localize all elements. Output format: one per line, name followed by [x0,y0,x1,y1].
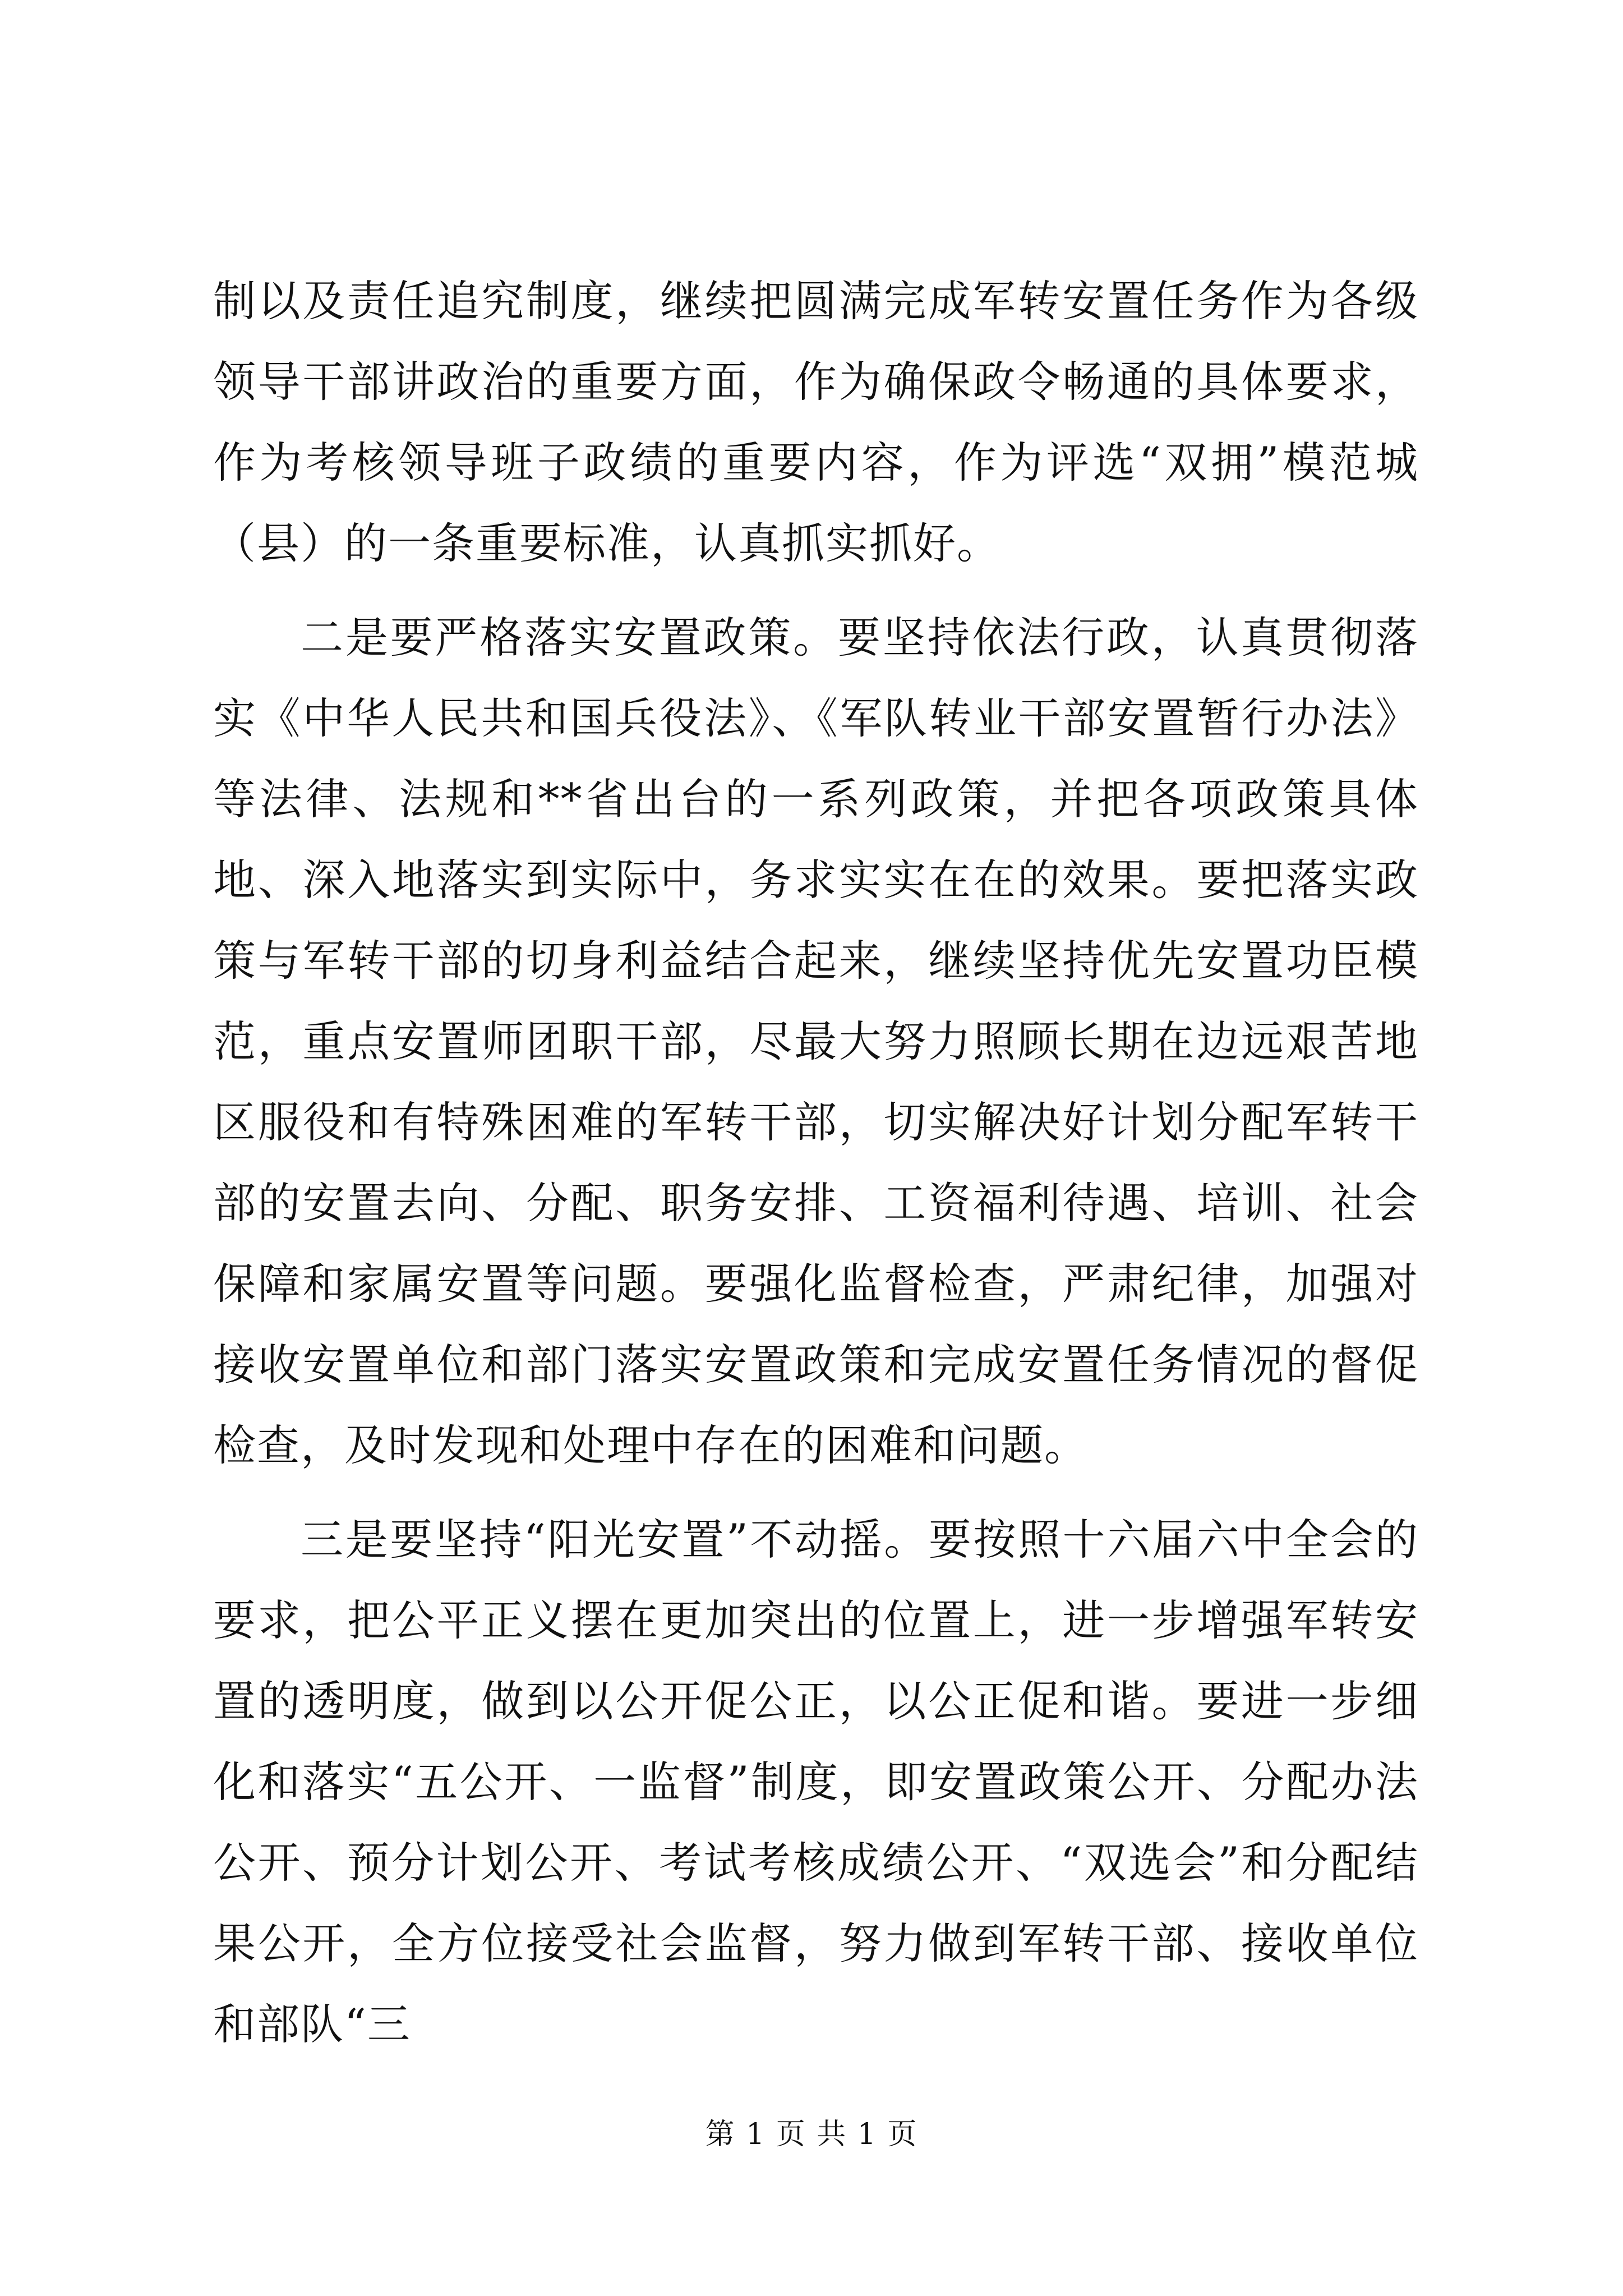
document-body [213,261,1419,2078]
page-footer: 第 1 页 共 1 页 [705,2118,918,2151]
paragraph-sunshine-placement: 三是要坚持“阳光安置”不动摇。要按照十六届六中全会的要求，把公平正义摆在更加突出的位置上，进一步增强军转安置的透明度，做到以公开促公正，以公正促和谐。要进一步细化和落实“五公开、一监督”制度，即安置政策公开、分配办法公开、预分计划公开、考试考核成绩公开、“双选会”和分配结果公开，全方位接受社会监督，努力做到军转干部、接收单位和部队“三 [213,1515,1419,2049]
paragraph-policy-implementation: 二是要严格落实安置政策。要坚持依法行政，认真贯彻落实《中华人民共和国兵役法》、《军队转业干部安置暂行办法》等法律、法规和**省出台的一系列政策，并把各项政策具体地、深入地落实到实际中，务求实实在在的效果。要把落实政策与军转干部的切身利益结合起来，继续坚持优先安置功臣模范，重点安置师团职干部，尽最大努力照顾长期在边远艰苦地区服役和有特殊困难的军转干部，切实解决好计划分配军转干部的安置去向、分配、职务安排、工资福利待遇、培训、社会保障和家属安置等问题。要强化监督检查，严肃纪律，加强对接收安置单位和部门落实安置政策和完成安置任务情况的督促检查，及时发现和处理中存在的困难和问题。 [213,613,1419,1470]
paragraph-continuation: 制以及责任追究制度，继续把圆满完成军转安置任务作为各级领导干部讲政治的重要方面，作为确保政令畅通的具体要求，作为考核领导班子政绩的重要内容，作为评选“双拥”模范城（县）的一条重要标准，认真抓实抓好。 [213,276,1419,568]
